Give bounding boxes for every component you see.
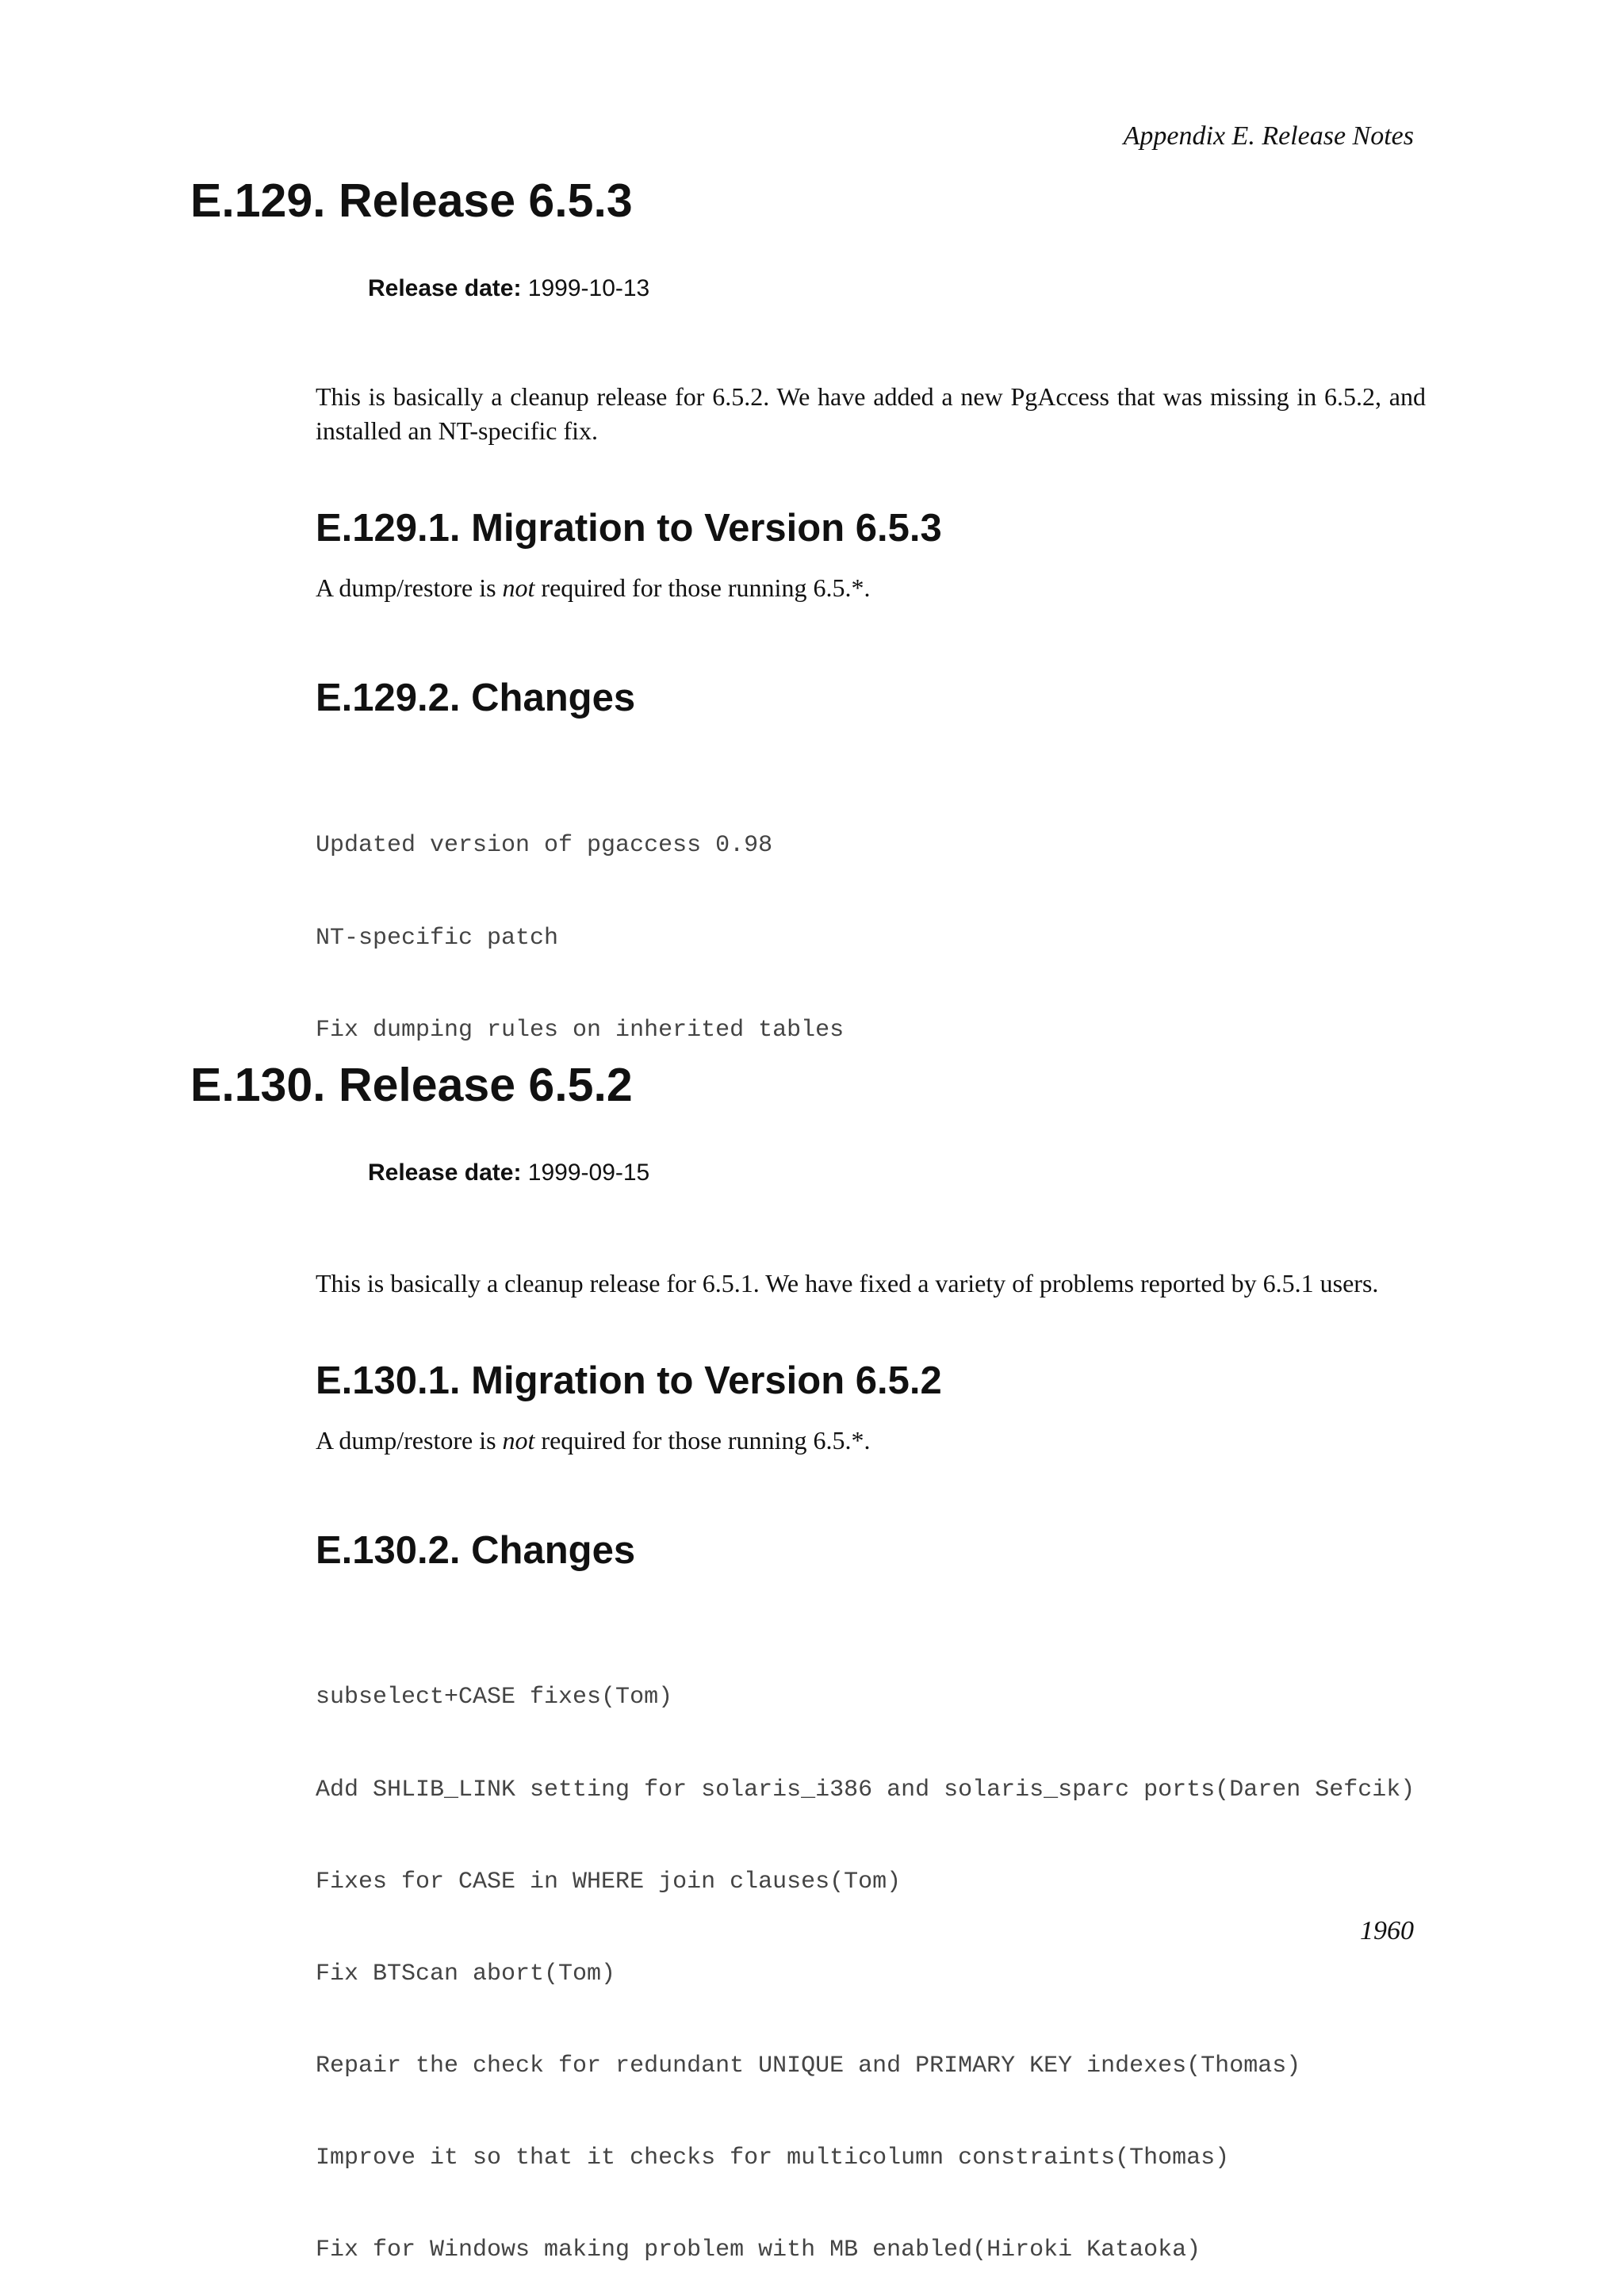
change-item: Fix for Windows making problem with MB enabled(Hiroki Kataoka) [316, 2237, 1201, 2264]
page-number: 1960 [1360, 1916, 1414, 1945]
section-title-release-6-5-3: E.129. Release 6.5.3 [190, 174, 633, 227]
change-item: subselect+CASE fixes(Tom) [316, 1684, 673, 1711]
release-date-label: Release date: [368, 1159, 522, 1186]
migration-text-before: A dump/restore is [316, 1426, 503, 1455]
change-item: Fix BTScan abort(Tom) [316, 1960, 616, 1987]
section-title-release-6-5-2: E.130. Release 6.5.2 [190, 1059, 633, 1111]
migration-text-after: required for those running 6.5.*. [534, 1426, 871, 1455]
change-item: Updated version of pgaccess 0.98 [316, 832, 773, 860]
change-item: Repair the check for redundant UNIQUE and PRIMARY KEY indexes(Thomas) [316, 2052, 1301, 2079]
change-item: Fixes for CASE in WHERE join clauses(Tom) [316, 1868, 902, 1895]
migration-title-6-5-3: E.129.1. Migration to Version 6.5.3 [316, 507, 942, 550]
migration-text-6-5-2 [316, 1424, 870, 1458]
migration-text-6-5-3 [316, 571, 870, 605]
release-date-value: 1999-10-13 [527, 275, 650, 301]
migration-text-emphasis: not [502, 1426, 535, 1455]
migration-text-before: A dump/restore is [316, 573, 503, 602]
changes-title-6-5-3: E.129.2. Changes [316, 677, 636, 719]
migration-text-emphasis: not [502, 573, 535, 602]
change-item: Fix dumping rules on inherited tables [316, 1016, 845, 1044]
changes-title-6-5-2: E.130.2. Changes [316, 1529, 636, 1572]
migration-text-after: required for those running 6.5.*. [534, 573, 871, 602]
release-date-label: Release date: [368, 275, 522, 301]
running-header: Appendix E. Release Notes [1123, 121, 1414, 151]
release-date-6-5-3 [368, 274, 649, 303]
release-intro-6-5-3: This is basically a cleanup release for 6.5.2. We have added a new PgAccess that was missing in 6.5.2, and installed an NT-specific fix. [316, 382, 1426, 445]
change-item: NT-specific patch [316, 924, 559, 952]
changes-list-6-5-3 [316, 769, 844, 1076]
change-item: Improve it so that it checks for multicolumn constraints(Thomas) [316, 2144, 1230, 2171]
release-date-6-5-2 [368, 1159, 649, 1187]
release-date-value: 1999-09-15 [527, 1159, 650, 1186]
change-item: Add SHLIB_LINK setting for solaris_i386 and solaris_sparc ports(Daren Sefcik) [316, 1776, 1415, 1803]
migration-title-6-5-2: E.130.1. Migration to Version 6.5.2 [316, 1359, 942, 1402]
release-intro-6-5-2: This is basically a cleanup release for 6.5.1. We have fixed a variety of problems reported by 6.5.1 users. [316, 1269, 1379, 1297]
changes-list-6-5-2 [316, 1621, 1415, 2296]
